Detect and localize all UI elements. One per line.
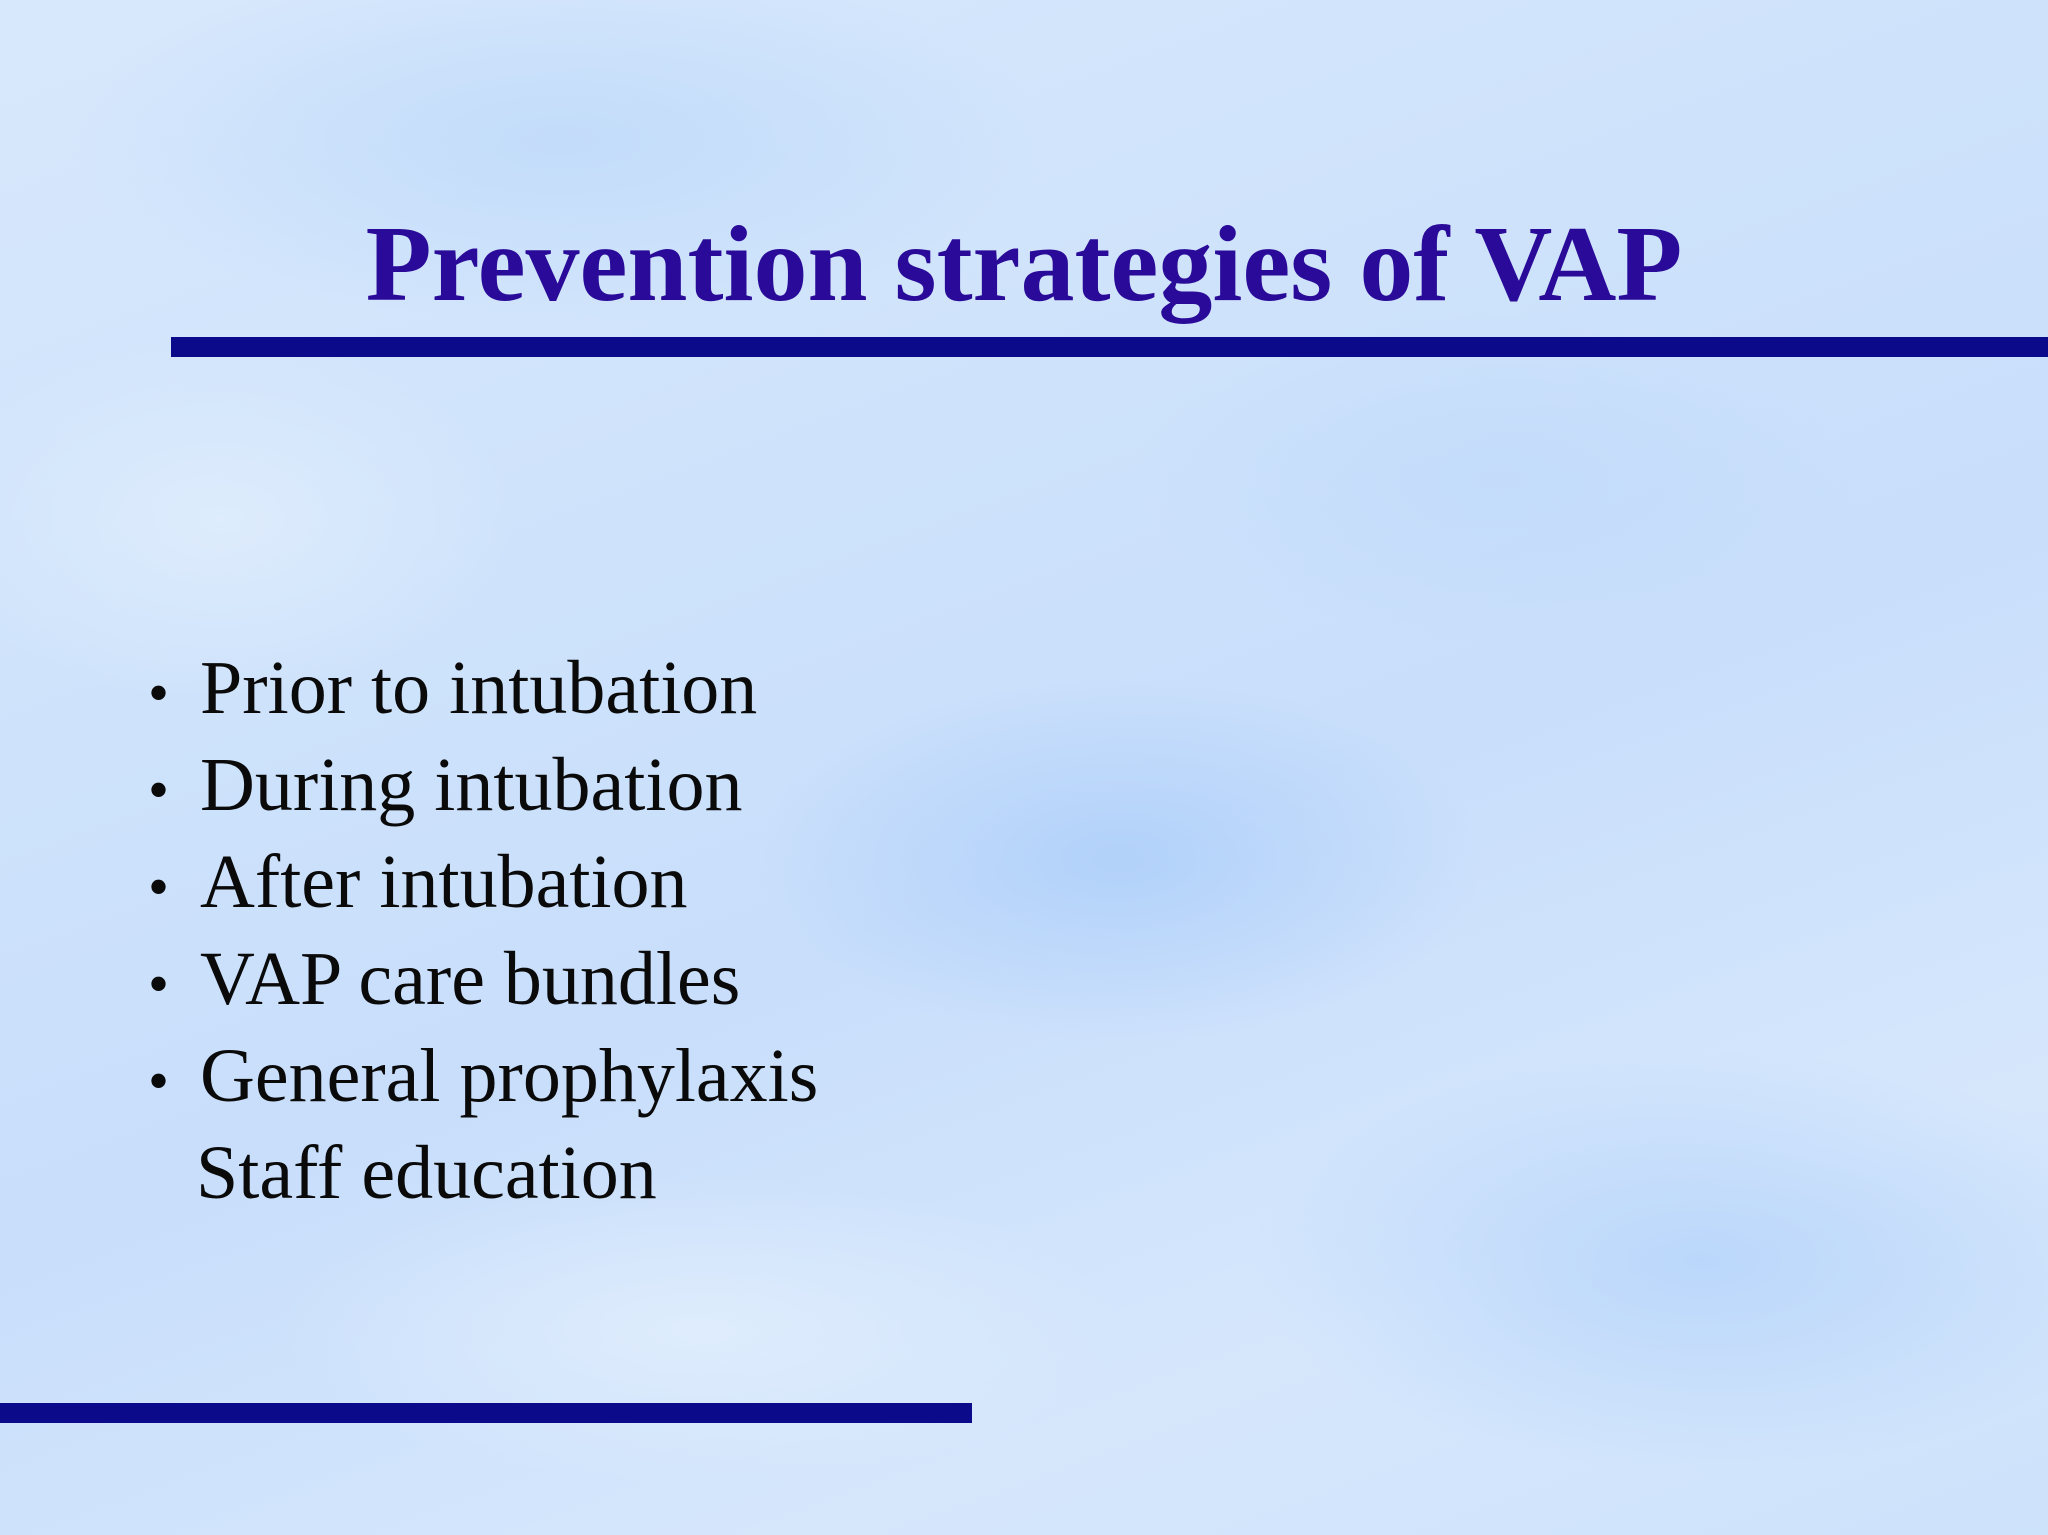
bullet-item [148,1030,818,1127]
bullet-item [148,739,818,836]
title-underline-rule [171,337,2048,357]
bullet-text: During intubation [200,743,743,827]
bullet-dot-icon: • [148,854,170,920]
bullet-item [148,642,818,739]
bullet-dot-icon: • [148,660,170,726]
bullet-dot-icon: • [148,1048,170,1114]
bullet-dot-icon: • [148,757,170,823]
slide-title: Prevention strategies of VAP [365,205,1683,324]
bullet-item [148,933,818,1030]
continuation-line [148,1127,818,1219]
bullet-text: After intubation [200,840,688,924]
bullet-text: Staff education [196,1131,657,1215]
bullet-text: General prophylaxis [200,1034,819,1118]
bullet-dot-icon: • [148,951,170,1017]
bullet-list [148,642,818,1219]
bullet-text: Prior to intubation [200,646,758,730]
footer-rule [0,1403,972,1423]
bullet-text: VAP care bundles [200,937,741,1021]
bullet-item [148,836,818,933]
